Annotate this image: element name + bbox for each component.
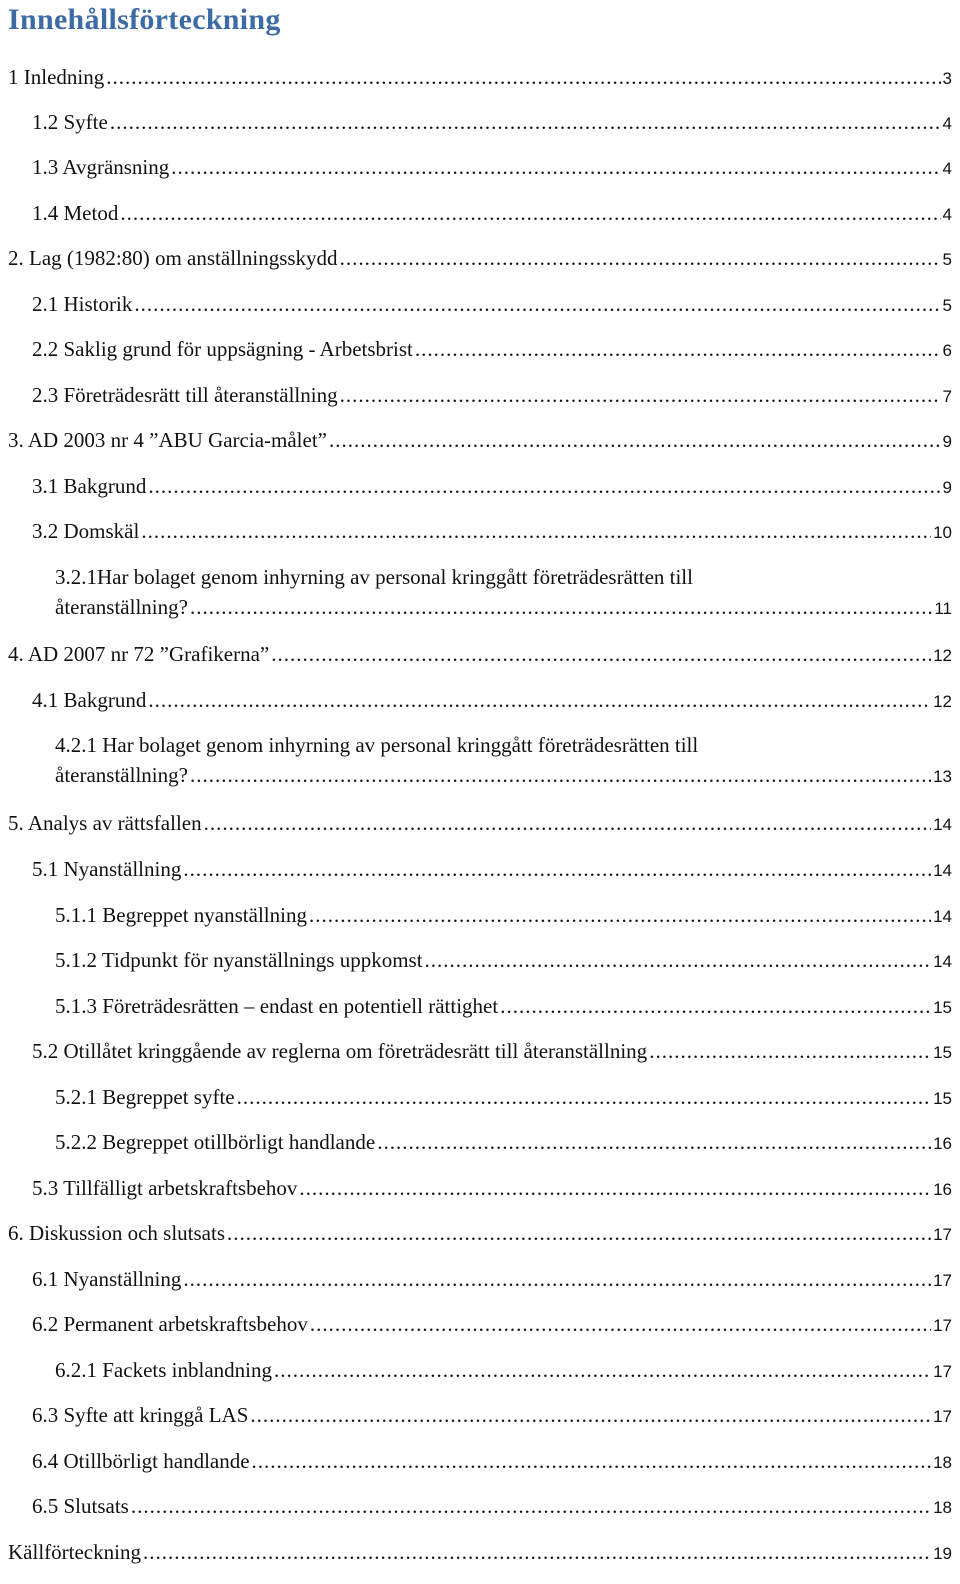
dot-leader [415,334,941,364]
toc-entry-page-number: 19 [933,1544,952,1563]
toc-entry-page-number: 15 [933,1043,952,1062]
toc-entry[interactable] [32,107,952,137]
toc-entry-title: 2.1 Historik [32,292,133,316]
toc-entry-title: 6.1 Nyanställning [32,1267,182,1291]
toc-entry[interactable] [8,1537,952,1567]
toc-entry[interactable] [32,516,952,546]
toc-entry-title-line1: 3.2.1Har bolaget genom inhyrning av personal kringgått företrädesrätten till [55,565,693,589]
dot-leader [274,1355,931,1385]
toc-entry[interactable] [8,1218,952,1248]
toc-entry[interactable] [32,1309,952,1339]
toc-entry-page-number: 3 [942,69,952,88]
toc-entry-title: 5.1.2 Tidpunkt för nyanställnings uppkomst [55,948,423,972]
toc-entry-title: 3.1 Bakgrund [32,474,147,498]
dot-leader [377,1127,931,1157]
toc-entry-title: Källförteckning [8,1540,141,1564]
toc-entry[interactable] [55,1082,952,1112]
toc-entry-page-number: 10 [933,523,952,542]
toc-entry[interactable] [8,808,952,838]
toc-entry-page-number: 6 [942,341,952,360]
toc-entry[interactable] [55,1127,952,1157]
dot-leader [227,1218,931,1248]
toc-entry-title: 1.4 Metod [32,201,119,225]
dot-leader [340,380,941,410]
toc-entry[interactable] [32,1400,952,1430]
toc-entry[interactable] [32,334,952,364]
toc-entry[interactable] [55,991,952,1021]
toc-entry-title: återanställning? [55,595,188,619]
toc-entry[interactable] [32,380,952,410]
toc-entry-page-number: 9 [942,478,952,497]
toc-entry[interactable] [32,471,952,501]
dot-leader [425,945,932,975]
toc-entry-page-number: 17 [933,1362,952,1381]
toc-entry-page-number: 17 [933,1316,952,1335]
dot-leader [183,854,931,884]
toc-entry-title: 4.1 Bakgrund [32,688,147,712]
dot-leader [183,1264,931,1294]
toc-entry-title: 5.1.3 Företrädesrätten – endast en potentiell rättighet [55,994,499,1018]
toc-entry[interactable] [32,152,952,182]
toc-entry-title: 2.3 Företrädesrätt till återanställning [32,383,338,407]
toc-entry-page-number: 14 [933,952,952,971]
toc-entry[interactable] [55,730,952,790]
toc-entry[interactable] [32,1264,952,1294]
dot-leader [250,1400,931,1430]
dot-leader [271,639,931,669]
dot-leader [204,808,931,838]
toc-entry[interactable] [32,1173,952,1203]
toc-entry[interactable] [32,289,952,319]
dot-leader [237,1082,931,1112]
dot-leader [190,760,931,790]
dot-leader [340,243,941,273]
dot-leader [299,1173,931,1203]
toc-entry-title: 6.2.1 Fackets inblandning [55,1358,272,1382]
dot-leader [190,592,932,622]
dot-leader [309,900,931,930]
toc-entry-page-number: 18 [933,1453,952,1472]
toc-entry[interactable] [32,1491,952,1521]
toc-entry-page-number: 5 [942,296,952,315]
toc-entry-title: återanställning? [55,763,188,787]
toc-entry-title: 6.4 Otillbörligt handlande [32,1449,250,1473]
dot-leader [500,991,931,1021]
toc-entry[interactable] [32,1036,952,1066]
toc-entry-title: 1.2 Syfte [32,110,108,134]
toc-entry-title: 5.3 Tillfälligt arbetskraftsbehov [32,1176,298,1200]
toc-entry[interactable] [32,685,952,715]
toc-entry-page-number: 11 [934,599,952,618]
toc-entry-title: 3.2 Domskäl [32,519,140,543]
dot-leader [143,1537,931,1567]
toc-entry[interactable] [8,62,952,92]
toc-entry[interactable] [32,198,952,228]
toc-entry[interactable] [8,639,952,669]
toc-entry[interactable] [55,945,952,975]
page-title: Innehållsförteckning [8,3,281,36]
dot-leader [649,1036,931,1066]
toc-entry-title: 1 Inledning [8,65,105,89]
dot-leader [310,1309,931,1339]
toc-entry-title: 2. Lag (1982:80) om anställningsskydd [8,246,338,270]
toc-entry-title: 5.1.1 Begreppet nyanställning [55,903,307,927]
dot-leader [329,425,941,455]
toc-entry[interactable] [8,243,952,273]
dot-leader [141,516,931,546]
toc-entry-page-number: 5 [942,250,952,269]
dot-leader [148,685,931,715]
dot-leader [134,289,940,319]
toc-entry-title: 4. AD 2007 nr 72 ”Grafikerna” [8,642,270,666]
toc-entry-title: 5.1 Nyanställning [32,857,182,881]
toc-entry-page-number: 17 [933,1271,952,1290]
toc-entry-page-number: 14 [933,861,952,880]
toc-entry-title: 5.2.1 Begreppet syfte [55,1085,235,1109]
toc-entry-page-number: 15 [933,1089,952,1108]
toc-entry[interactable] [8,425,952,455]
toc-entry-page-number: 16 [933,1134,952,1153]
toc-entry-page-number: 9 [942,432,952,451]
toc-entry-title: 3. AD 2003 nr 4 ”ABU Garcia-målet” [8,428,327,452]
toc-entry-page-number: 17 [933,1225,952,1244]
toc-entry[interactable] [55,562,952,622]
dot-leader [131,1491,931,1521]
toc-entry-title: 2.2 Saklig grund för uppsägning - Arbetsbrist [32,337,413,361]
toc-entry-page-number: 7 [942,387,952,406]
toc-entry-title: 1.3 Avgränsning [32,155,170,179]
toc-entry-title: 6.5 Slutsats [32,1494,129,1518]
toc-entry[interactable] [55,900,952,930]
dot-leader [171,152,940,182]
toc-entry-title: 5.2.2 Begreppet otillbörligt handlande [55,1130,376,1154]
dot-leader [120,198,940,228]
toc-entry-page-number: 17 [933,1407,952,1426]
toc-entry-title: 6.2 Permanent arbetskraftsbehov [32,1312,308,1336]
toc-entry-page-number: 4 [942,114,952,133]
toc-entry-title: 5.2 Otillåtet kringgående av reglerna om företrädesrätt till återanställning [32,1039,648,1063]
toc-entry-page-number: 12 [933,646,952,665]
dot-leader [252,1446,932,1476]
toc-entry-title-line1: 4.2.1 Har bolaget genom inhyrning av personal kringgått företrädesrätten till [55,733,699,757]
toc-entry-page-number: 4 [942,159,952,178]
toc-entry-page-number: 12 [933,692,952,711]
toc-entry-page-number: 14 [933,815,952,834]
toc-entry-page-number: 4 [942,205,952,224]
toc-entry-title: 6.3 Syfte att kringgå LAS [32,1403,249,1427]
toc-entry-page-number: 13 [933,767,952,786]
toc-entry-title: 6. Diskussion och slutsats [8,1221,226,1245]
dot-leader [106,62,940,92]
toc-entry-page-number: 14 [933,907,952,926]
toc-entry-page-number: 18 [933,1498,952,1517]
toc-entry-page-number: 16 [933,1180,952,1199]
toc-entry[interactable] [32,1446,952,1476]
dot-leader [148,471,940,501]
toc-entry[interactable] [32,854,952,884]
toc-entry-title: 5. Analys av rättsfallen [8,811,202,835]
toc-entry[interactable] [55,1355,952,1385]
toc-entry-page-number: 15 [933,998,952,1017]
dot-leader [110,107,941,137]
